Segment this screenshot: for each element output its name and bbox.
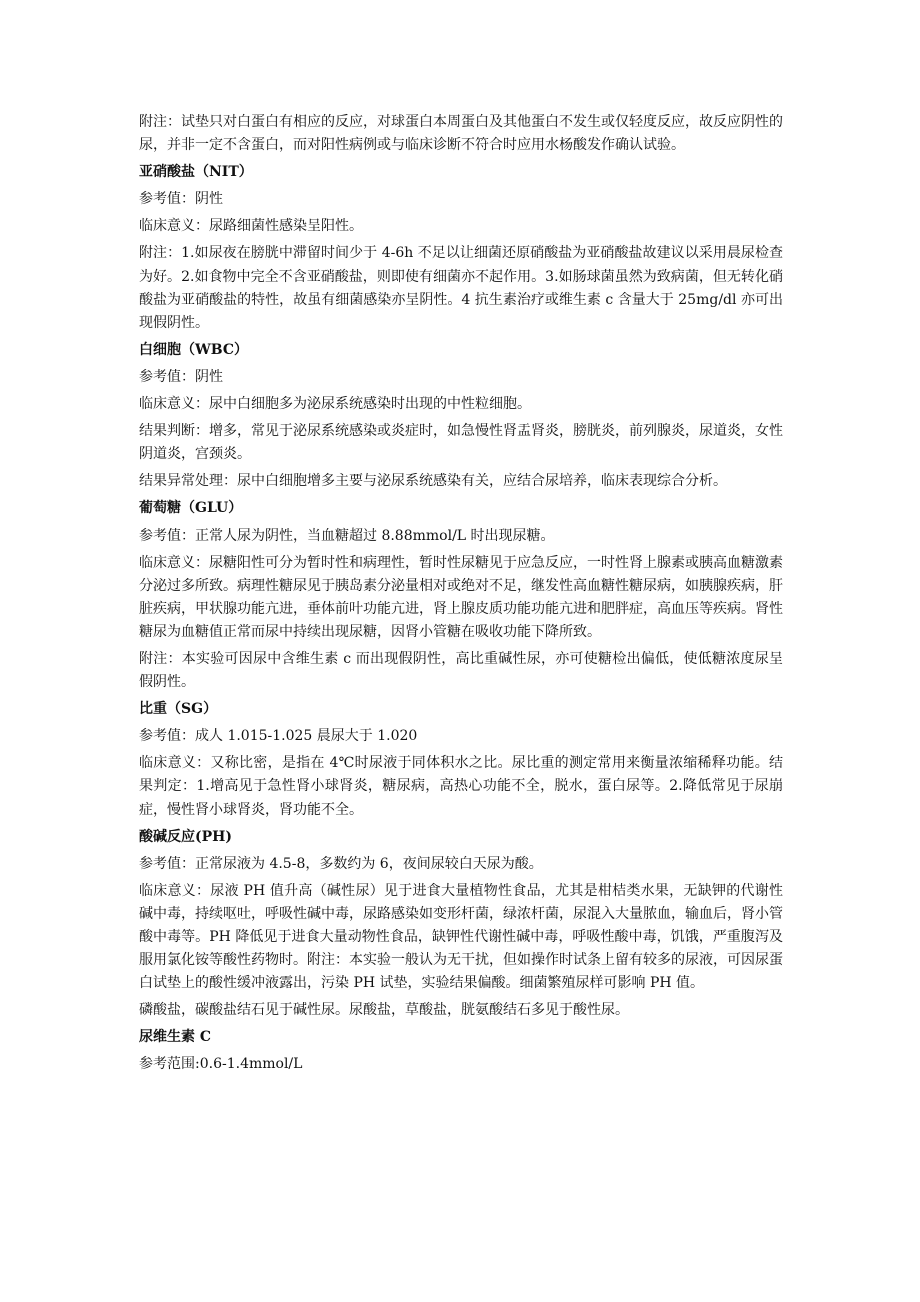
document-body (139, 111, 783, 1081)
paragraph: 参考值：阴性 (139, 368, 223, 385)
paragraph: 附注：试垫只对白蛋白有相应的反应，对球蛋白本周蛋白及其他蛋白不发生或仅轻度反应，故反应阴性的尿，并非一定不含蛋白，而对阳性病例或与临床诊断不符合时应用水杨酸发作确认试验。 (139, 114, 783, 154)
section-heading: 亚硝酸盐（NIT） (139, 164, 253, 181)
paragraph: 临床意义：尿中白细胞多为泌尿系统感染时出现的中性粒细胞。 (139, 396, 531, 413)
paragraph: 临床意义：尿液 PH 值升高（碱性尿）见于进食大量植物性食品，尤其是柑桔类水果，无缺钾的代谢性碱中毒，持续呕吐，呼吸性碱中毒，尿路感染如变形杆菌，绿浓杆菌，尿混入大量脓血，输血后，肾小管酸中毒等。PH 降低见于进食大量动物性食品，缺钾性代谢性碱中毒，呼吸性酸中毒，饥饿，严重腹泻及服用氯化铵等酸性药物时。附注：本实验一般认为无干扰，但如操作时试条上留有较多的尿液，可因尿蛋白试垫上的酸性缓冲液露出，污染 PH 试垫，实验结果偏酸。细菌繁殖尿样可影响 PH 值。 (139, 882, 783, 992)
paragraph: 参考值：阴性 (139, 191, 223, 208)
paragraph: 附注：1.如尿夜在膀胱中滞留时间少于 4-6h 不足以让细菌还原硝酸盐为亚硝酸盐故建议以采用晨尿检查为好。2.如食物中完全不含亚硝酸盐，则即使有细菌亦不起作用。3.如肠球菌虽然为致病菌，但无转化硝酸盐为亚硝酸盐的特性，故虽有细菌感染亦呈阴性。4 抗生素治疗或维生素 c 含量大于 25mg/dl 亦可出现假阴性。 (139, 245, 783, 331)
paragraph: 参考值：正常尿液为 4.5-8，多数约为 6，夜间尿较白天尿为酸。 (139, 855, 543, 872)
paragraph: 磷酸盐，碳酸盐结石见于碱性尿。尿酸盐，草酸盐，胱氨酸结石多见于酸性尿。 (139, 1002, 629, 1019)
section-heading: 白细胞（WBC） (139, 341, 248, 358)
section-heading: 酸碱反应(PH) (139, 828, 233, 845)
section-heading: 葡萄糖（GLU） (139, 500, 243, 517)
paragraph: 临床意义：尿路细菌性感染呈阳性。 (139, 218, 363, 235)
paragraph: 结果判断：增多，常见于泌尿系统感染或炎症时，如急慢性肾盂肾炎，膀胱炎，前列腺炎，尿道炎，女性阴道炎，宫颈炎。 (139, 423, 783, 463)
paragraph: 附注：本实验可因尿中含维生素 c 而出现假阴性，高比重碱性尿，亦可使糖检出偏低，使低糖浓度尿呈假阴性。 (139, 650, 783, 691)
section-heading: 比重（SG） (139, 701, 218, 718)
paragraph: 参考值：成人 1.015-1.025 晨尿大于 1.020 (139, 728, 418, 745)
paragraph: 临床意义：又称比密，是指在 4℃时尿液于同体积水之比。尿比重的测定常用来衡量浓缩稀释功能。结果判定：1.增高见于急性肾小球肾炎，糖尿病，高热心功能不全，脱水，蛋白尿等。2.降低常见于尿崩症，慢性肾小球肾炎，肾功能不全。 (139, 755, 783, 818)
section-heading: 尿维生素 C (139, 1029, 212, 1046)
paragraph: 结果异常处理：尿中白细胞增多主要与泌尿系统感染有关，应结合尿培养，临床表现综合分析。 (139, 473, 727, 490)
paragraph: 参考值：正常人尿为阴性，当血糖超过 8.88mmol/L 时出现尿糖。 (139, 527, 555, 544)
paragraph: 参考范围:0.6-1.4mmol/L (139, 1056, 303, 1073)
paragraph: 临床意义：尿糖阳性可分为暂时性和病理性，暂时性尿糖见于应急反应，一时性肾上腺素或胰高血糖激素分泌过多所致。病理性糖尿见于胰岛素分泌量相对或绝对不足，继发性高血糖性糖尿病，如胰腺疾病，肝脏疾病，甲状腺功能亢进，垂体前叶功能亢进，肾上腺皮质功能功能亢进和肥胖症，高血压等疾病。肾性糖尿为血糖值正常而尿中持续出现尿糖，因肾小管糖在吸收功能下降所致。 (139, 554, 783, 640)
